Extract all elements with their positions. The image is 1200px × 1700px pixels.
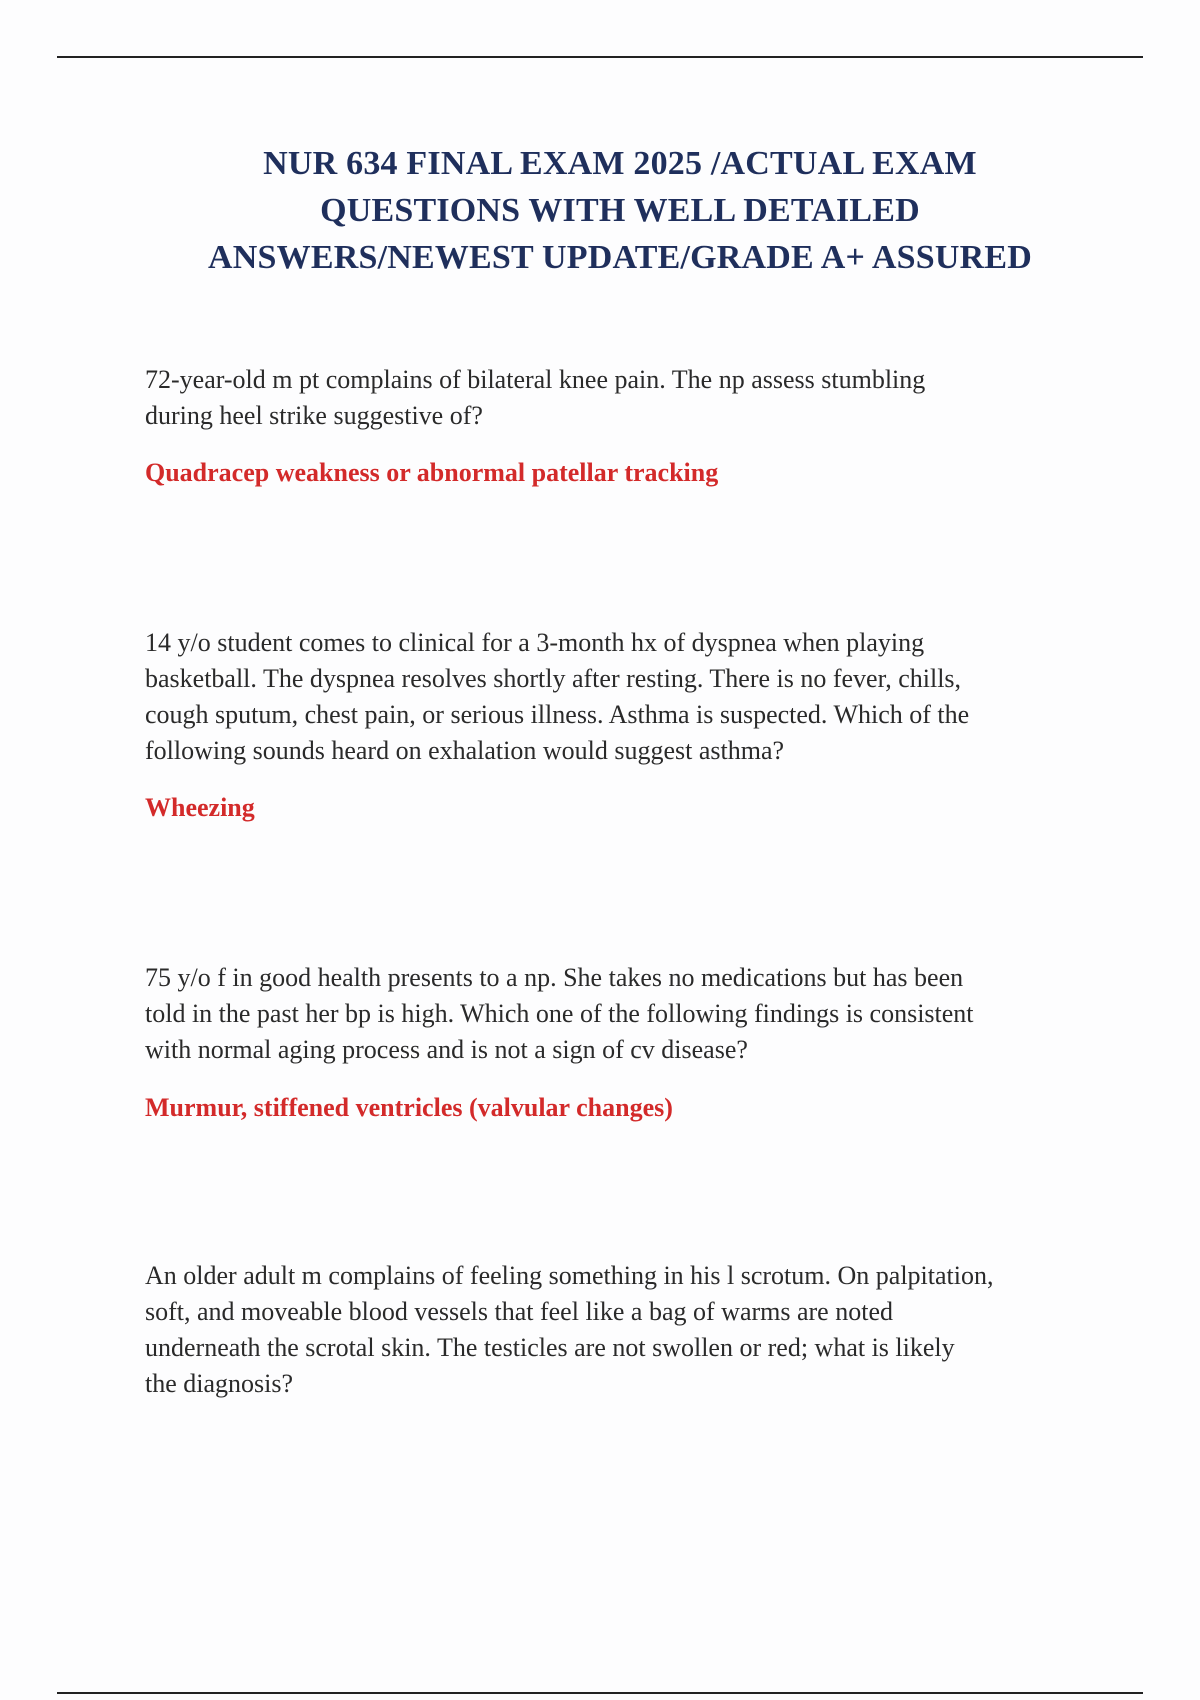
question-line: 72-year-old m pt complains of bilateral knee pain. The np assess stumbling [145, 365, 926, 394]
question-1 [145, 362, 1095, 434]
question-line: following sounds heard on exhalation would suggest asthma? [145, 736, 785, 765]
question-line: underneath the scrotal skin. The testicles are not swollen or red; what is likely [145, 1333, 955, 1362]
question-line: soft, and moveable blood vessels that feel like a bag of warms are noted [145, 1297, 893, 1326]
question-line: basketball. The dyspnea resolves shortly after resting. There is no fever, chills, [145, 664, 962, 693]
question-2 [145, 625, 1095, 769]
title-line: ANSWERS/NEWEST UPDATE/GRADE A+ ASSURED [208, 239, 1032, 276]
title-line: NUR 634 FINAL EXAM 2025 /ACTUAL EXAM [263, 145, 977, 182]
question-line: the diagnosis? [145, 1369, 294, 1398]
question-line: cough sputum, chest pain, or serious illness. Asthma is suspected. Which of the [145, 700, 970, 729]
answer-3: Murmur, stiffened ventricles (valvular changes) [145, 1093, 673, 1122]
document-title [100, 140, 1140, 281]
title-line: QUESTIONS WITH WELL DETAILED [320, 192, 920, 229]
answer-2: Wheezing [145, 793, 255, 822]
question-line: An older adult m complains of feeling something in his l scrotum. On palpitation, [145, 1261, 994, 1290]
question-4 [145, 1258, 1095, 1402]
question-line: 75 y/o f in good health presents to a np. She takes no medications but has been [145, 963, 964, 992]
question-3 [145, 960, 1095, 1068]
question-line: with normal aging process and is not a sign of cv disease? [145, 1035, 748, 1064]
top-rule [57, 56, 1143, 58]
question-line: 14 y/o student comes to clinical for a 3-month hx of dyspnea when playing [145, 628, 925, 657]
question-line: during heel strike suggestive of? [145, 401, 483, 430]
question-line: told in the past her bp is high. Which one of the following findings is consistent [145, 999, 974, 1028]
answer-1: Quadracep weakness or abnormal patellar tracking [145, 458, 719, 487]
bottom-rule [57, 1692, 1143, 1694]
